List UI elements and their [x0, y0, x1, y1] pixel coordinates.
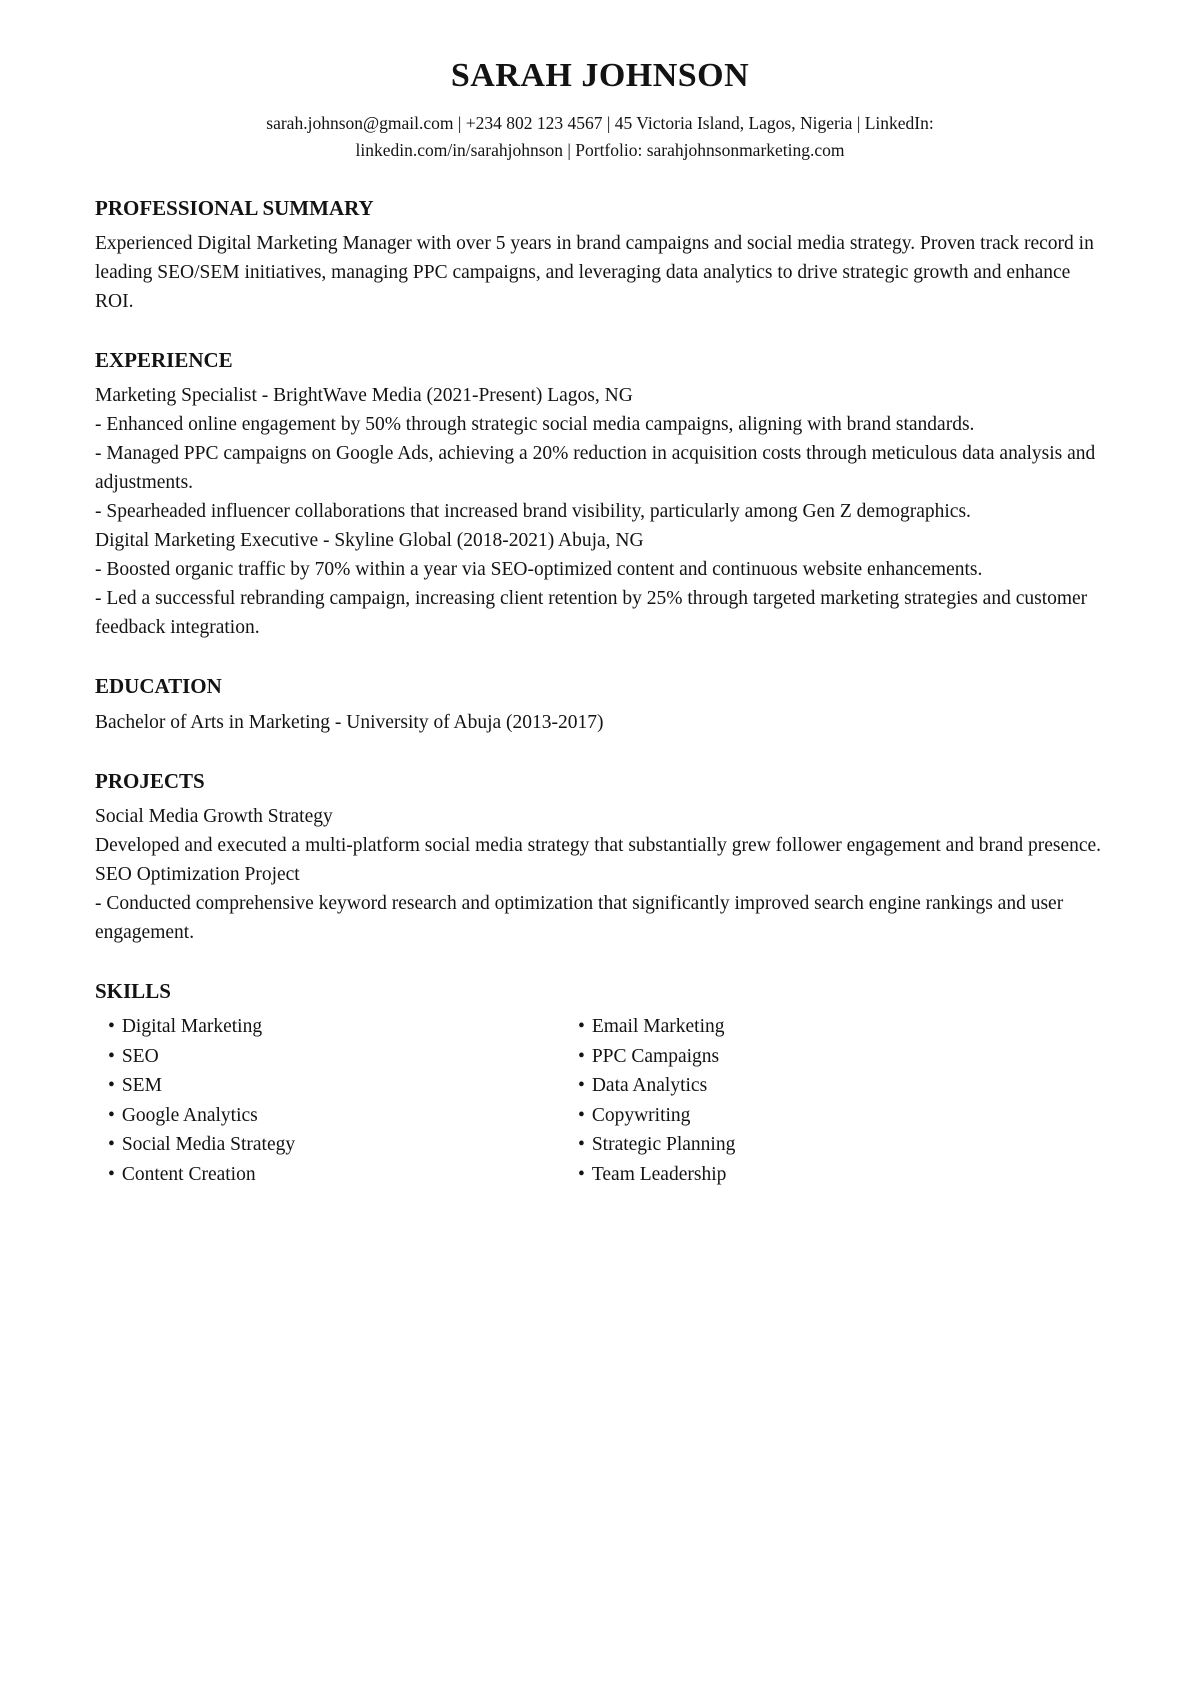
- bullet-icon: •: [578, 1045, 585, 1067]
- bullet-icon: •: [108, 1045, 115, 1067]
- candidate-name: SARAH JOHNSON: [450, 57, 750, 94]
- skill-label: Strategic Planning: [591, 1134, 736, 1156]
- contact-line-1: sarah.johnson@gmail.com | +234 802 123 4567 | 45 Victoria Island, Lagos, Nigeria | LinkedIn:: [266, 112, 934, 133]
- section-skills: [95, 978, 1105, 1189]
- experience-section-title: EXPERIENCE: [95, 348, 233, 373]
- skill-item: [108, 1160, 563, 1190]
- bullet-icon: •: [578, 1134, 585, 1156]
- job-bullet: - Managed PPC campaigns on Google Ads, achieving a 20% reduction in acquisition costs through meticulous data analysis and adjustments.: [95, 443, 1096, 494]
- resume-header: [95, 56, 1105, 164]
- bullet-icon: •: [578, 1075, 585, 1097]
- bullet-icon: •: [108, 1134, 115, 1156]
- experience-job: [95, 526, 1105, 642]
- experience-job: [95, 381, 1105, 526]
- project-name: SEO Optimization Project: [95, 863, 300, 885]
- skill-item: [578, 1130, 1105, 1160]
- job-heading: Marketing Specialist - BrightWave Media (2021-Present) Lagos, NG: [95, 385, 633, 407]
- skill-label: Google Analytics: [121, 1104, 258, 1126]
- skill-item: [108, 1071, 563, 1101]
- skills-list: [95, 1012, 1105, 1189]
- contact-info: [95, 110, 1105, 164]
- job-bullet: - Boosted organic traffic by 70% within a year via SEO-optimized content and continuous website enhancements.: [95, 559, 983, 581]
- bullet-icon: •: [578, 1016, 585, 1038]
- skill-label: Data Analytics: [591, 1075, 708, 1097]
- skill-label: Email Marketing: [591, 1016, 725, 1038]
- project-description: - Conducted comprehensive keyword research and optimization that significantly improved search engine rankings and user engagement.: [95, 892, 1064, 943]
- skill-label: Digital Marketing: [121, 1016, 263, 1038]
- skill-item: [108, 1042, 563, 1072]
- section-professional-summary: [95, 195, 1105, 316]
- skill-item: [578, 1012, 1105, 1042]
- job-heading: Digital Marketing Executive - Skyline Global (2018-2021) Abuja, NG: [95, 530, 644, 552]
- skill-item: [578, 1071, 1105, 1101]
- skill-item: [578, 1101, 1105, 1131]
- bullet-icon: •: [108, 1104, 115, 1126]
- bullet-icon: •: [578, 1104, 585, 1126]
- education-section-title: EDUCATION: [95, 674, 222, 699]
- section-projects: [95, 768, 1105, 947]
- skill-label: Copywriting: [591, 1104, 691, 1126]
- skill-label: Team Leadership: [591, 1163, 727, 1185]
- summary-section-title: PROFESSIONAL SUMMARY: [95, 195, 374, 220]
- bullet-icon: •: [108, 1016, 115, 1038]
- project-name: Social Media Growth Strategy: [95, 805, 333, 827]
- skill-item: [578, 1042, 1105, 1072]
- project-item: [95, 860, 1105, 947]
- skill-item: [108, 1101, 563, 1131]
- skill-item: [108, 1130, 563, 1160]
- job-bullet: - Spearheaded influencer collaborations that increased brand visibility, particularly among Gen Z demographics.: [95, 501, 971, 523]
- education-text: Bachelor of Arts in Marketing - University of Abuja (2013-2017): [95, 711, 604, 733]
- skill-label: Social Media Strategy: [121, 1134, 296, 1156]
- skill-item: [578, 1160, 1105, 1190]
- projects-section-title: PROJECTS: [95, 768, 205, 793]
- skills-section-title: SKILLS: [95, 978, 171, 1003]
- job-bullet: - Led a successful rebranding campaign, increasing client retention by 25% through targeted marketing strategies and customer feedback integration.: [95, 588, 1088, 639]
- bullet-icon: •: [108, 1163, 115, 1185]
- summary-text: Experienced Digital Marketing Manager with over 5 years in brand campaigns and social media strategy. Proven track record in leading SEO/SEM initiatives, managing PPC campaigns, and leveraging data analytics to drive strategic growth and enhance ROI.: [95, 233, 1094, 313]
- bullet-icon: •: [108, 1075, 115, 1097]
- skill-label: Content Creation: [121, 1163, 256, 1185]
- project-item: [95, 802, 1105, 860]
- job-bullet: - Enhanced online engagement by 50% through strategic social media campaigns, aligning with brand standards.: [95, 414, 975, 436]
- bullet-icon: •: [578, 1163, 585, 1185]
- skill-label: SEO: [121, 1045, 159, 1067]
- skill-item: [108, 1012, 563, 1042]
- skill-label: SEM: [121, 1075, 162, 1097]
- project-description: Developed and executed a multi-platform social media strategy that substantially grew follower engagement and brand presence.: [95, 834, 1102, 856]
- section-experience: [95, 347, 1105, 642]
- section-education: [95, 673, 1105, 736]
- skill-label: PPC Campaigns: [591, 1045, 720, 1067]
- contact-line-2: linkedin.com/in/sarahjohnson | Portfolio: sarahjohnsonmarketing.com: [355, 139, 845, 160]
